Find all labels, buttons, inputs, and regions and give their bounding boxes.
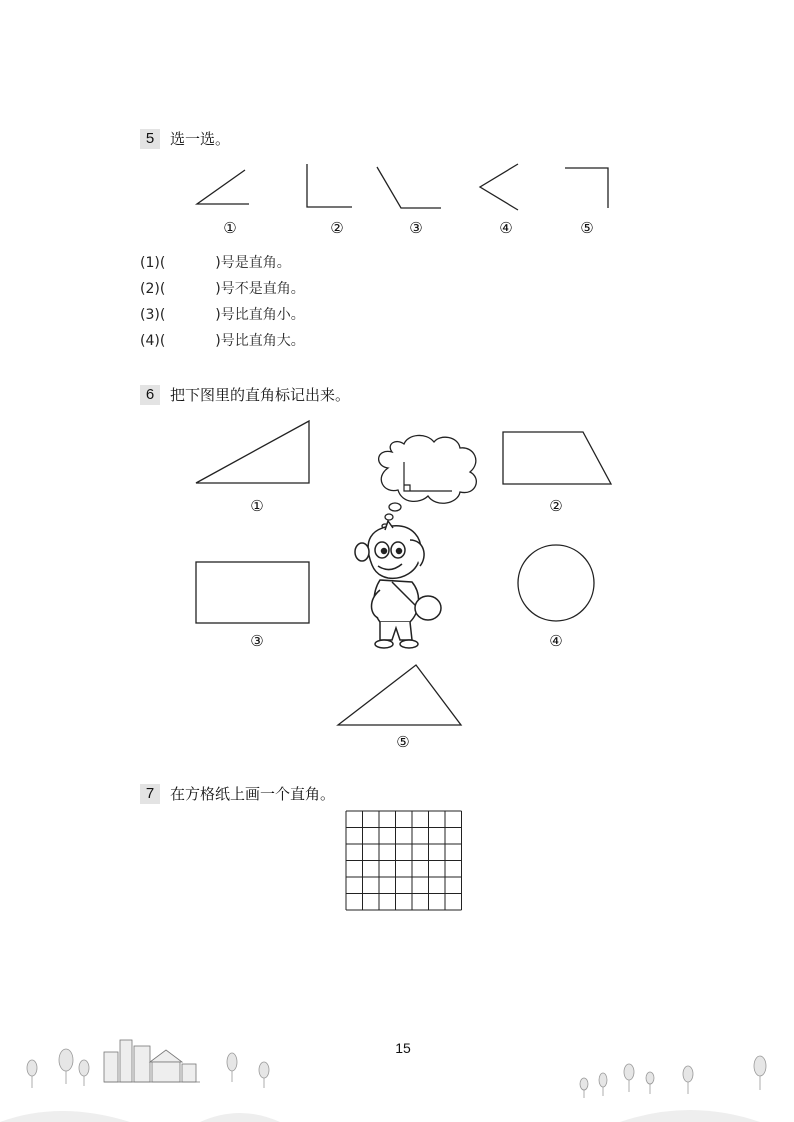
angle-label-1: ① [223, 219, 237, 237]
option-3: (3)( )号比直角小。 [140, 307, 305, 323]
shape-label-3: ③ [250, 632, 264, 650]
question-6-title: 把下图里的直角标记出来。 [170, 386, 351, 404]
houses-icon [104, 1040, 200, 1082]
question-7-number: 7 [140, 784, 160, 804]
shape-label-2: ② [549, 497, 563, 515]
question-5-number: 5 [140, 129, 160, 149]
angle-label-3: ③ [409, 219, 423, 237]
option-1: (1)( )号是直角。 [140, 255, 291, 271]
shape-label-1: ① [250, 497, 264, 515]
angle-label-5: ⑤ [580, 219, 594, 237]
page-number: 15 [395, 1040, 411, 1056]
question-7-title: 在方格纸上画一个直角。 [170, 785, 336, 803]
angle-label-4: ④ [499, 219, 513, 237]
shape-label-4: ④ [549, 632, 563, 650]
question-6-number: 6 [140, 385, 160, 405]
shape-label-5: ⑤ [396, 733, 410, 751]
option-2: (2)( )号不是直角。 [140, 281, 305, 297]
option-4: (4)( )号比直角大。 [140, 333, 305, 349]
question-5-title: 选一选。 [170, 130, 231, 148]
angle-label-2: ② [330, 219, 344, 237]
